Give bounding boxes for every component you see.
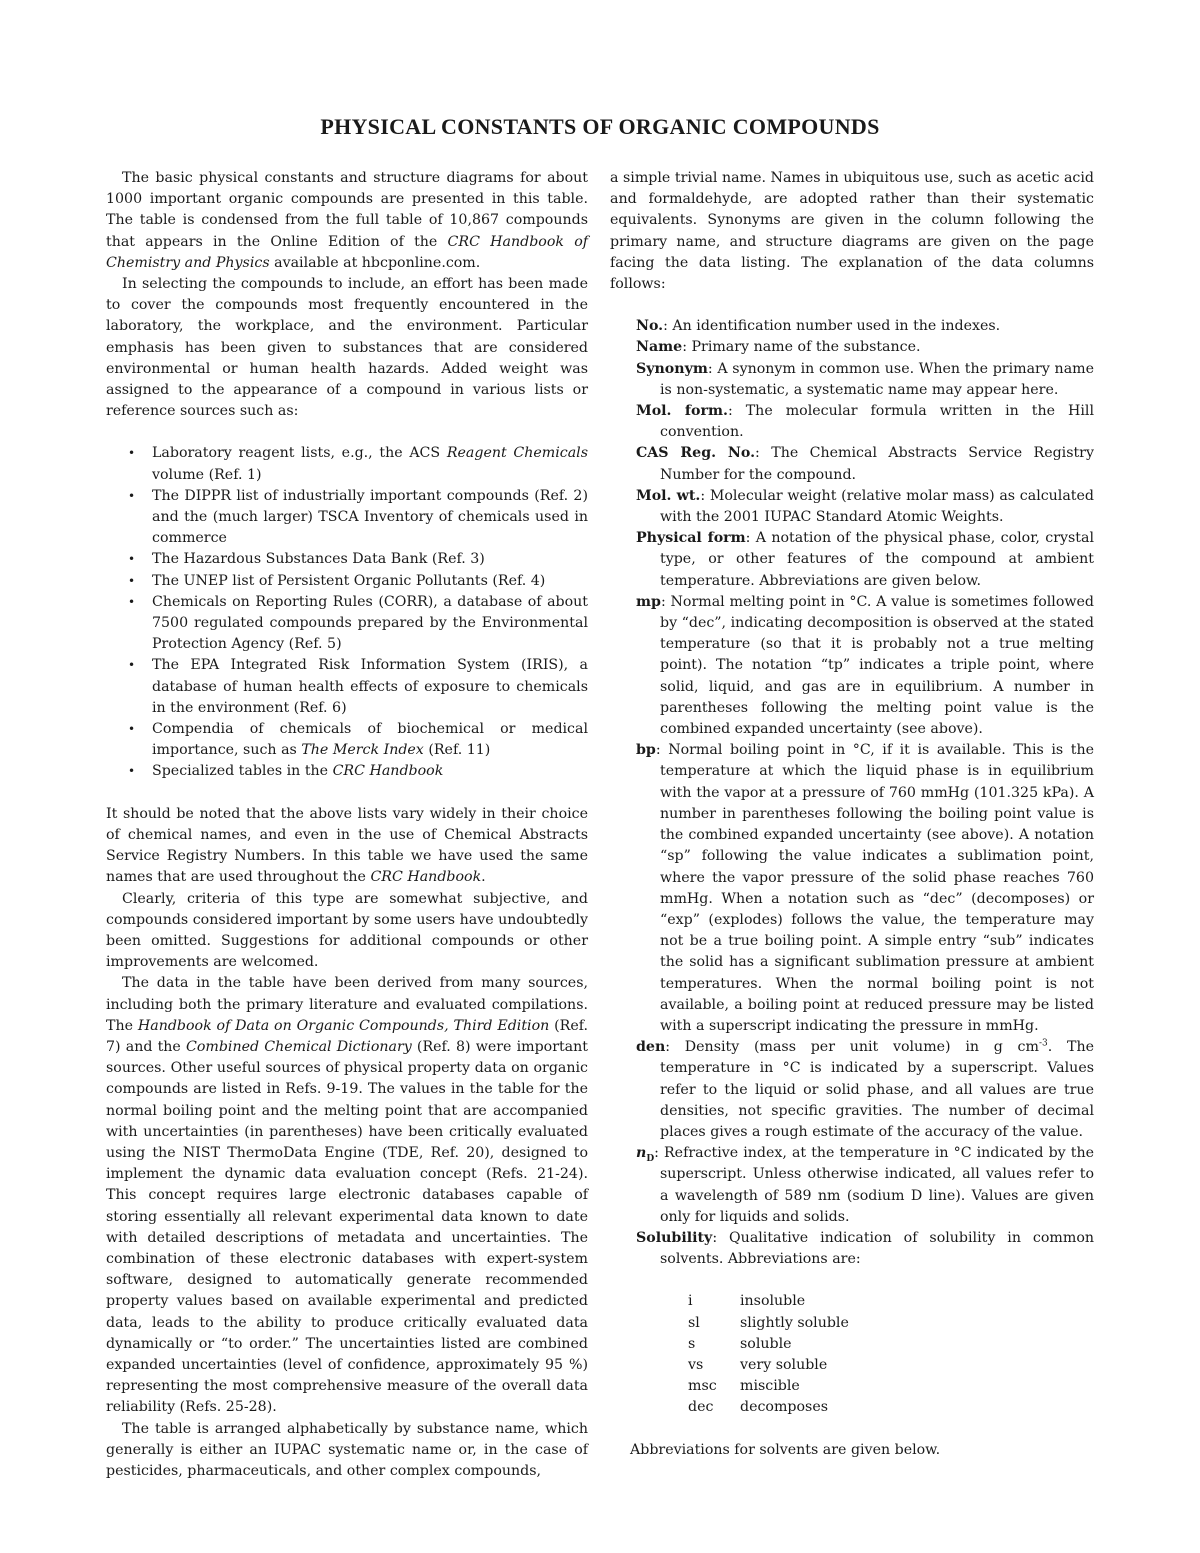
list-item: • Chemicals on Reporting Rules (CORR), a database of about 7500 regulated compounds prepared by the Environmental Protection Agency (Ref. 5): [106, 592, 588, 656]
def-mol-form: Mol. form.: The molecular formula written in the Hill convention.: [636, 403, 1095, 441]
column-definitions: [610, 316, 1094, 1270]
intro-paragraph: The basic physical constants and structure diagrams for about 1000 important organic compounds are presented in this table. The table is condensed from the full table of 10,867 compounds that appears in the Online Edition of the CRC Handbook of Chemistry and Physics available at hbcponline.com.: [106, 170, 588, 271]
list-item: • Laboratory reagent lists, e.g., the ACS Reagent Chemicals volume (Ref. 1): [106, 443, 588, 485]
names-paragraph: It should be noted that the above lists vary widely in their choice of chemical names, and even in the use of Chemical Abstracts Service Registry Numbers. In this table we have used the same names that are used throughout the CRC Handbook.: [106, 805, 588, 886]
list-item: • The DIPPR list of industrially important compounds (Ref. 2) and the (much larger) TSCA Inventory of chemicals used in commerce: [106, 486, 588, 550]
abbreviation-row: msc miscible: [688, 1378, 800, 1395]
def-no: No.: An identification number used in the indexes.: [636, 318, 1001, 335]
list-item: • Specialized tables in the CRC Handbook: [106, 761, 588, 782]
def-mol-wt: Mol. wt.: Molecular weight (relative molar mass) as calculated with the 2001 IUPAC Standard Atomic Weights.: [636, 487, 1094, 526]
def-physical-form: Physical form: A notation of the physical phase, color, crystal type, or other features of the compound at ambient temperature. Abbreviations are given below.: [636, 530, 1094, 589]
solubility-abbreviations: [688, 1291, 1094, 1418]
right-column: [610, 168, 1094, 1461]
list-item: • The Hazardous Substances Data Bank (Ref. 3): [106, 549, 588, 570]
def-cas-reg-no: CAS Reg. No.: The Chemical Abstracts Service Registry Number for the compound.: [636, 445, 1094, 483]
left-column: [106, 168, 588, 1482]
abbreviation-row: vs very soluble: [688, 1356, 828, 1373]
arrangement-paragraph: The table is arranged alphabetically by substance name, which generally is either an IUPAC systematic name or, in the case of pesticides, pharmaceuticals, and other complex compounds,: [106, 1420, 588, 1479]
selection-paragraph: In selecting the compounds to include, an effort has been made to cover the compounds most frequently encountered in the laboratory, the workplace, and the environment. Particular emphasis has been given to substances that are considered environmental or human health hazards. Added weight was assigned to the appearance of a compound in various lists or reference sources such as:: [106, 276, 588, 420]
abbreviation-row: sl slightly soluble: [688, 1314, 849, 1331]
abbreviation-row: i insoluble: [688, 1293, 806, 1310]
def-solubility: Solubility: Qualitative indication of solubility in common solvents. Abbreviations are:: [636, 1229, 1094, 1268]
abbreviation-row: s soluble: [688, 1335, 792, 1352]
arrangement-continued-paragraph: a simple trivial name. Names in ubiquitous use, such as acetic acid and formaldehyde, are adopted rather than their systematic equivalents. Synonyms are given in the column following the primary name, and structure diagrams are given on the page facing the data listing. The explanation of the data columns follows:: [610, 170, 1094, 293]
def-mp: mp: Normal melting point in °C. A value is sometimes followed by “dec”, indicating decomposition is observed at the stated temperature (so that it is probably not a true melting point). The notation “tp” indicates a triple point, where solid, liquid, and gas are in equilibrium. A number in parentheses following the melting point value is the combined expanded uncertainty (see above).: [636, 593, 1094, 738]
page-title: PHYSICAL CONSTANTS OF ORGANIC COMPOUNDS: [320, 114, 880, 139]
solvent-abbreviations-note: Abbreviations for solvents are given below.: [630, 1441, 941, 1458]
list-item: • The UNEP list of Persistent Organic Pollutants (Ref. 4): [106, 571, 588, 592]
def-den: den: Density (mass per unit volume) in g $cm^{-3}$. The temperature in °C is indicated by a superscript. Values refer to the liquid or solid phase, and all values are true densities, not specific gravities. The number of decimal places gives a rough estimate of the accuracy of the value.: [636, 1038, 1094, 1140]
def-name: Name: Primary name of the substance.: [636, 339, 921, 356]
criteria-paragraph: Clearly, criteria of this type are somewhat subjective, and compounds considered important by some users have undoubtedly been omitted. Suggestions for additional compounds or other improvements are welcomed.: [106, 890, 588, 971]
list-item: • The EPA Integrated Risk Information System (IRIS), a database of human health effects of exposure to chemicals in the environment (Ref. 6): [106, 655, 588, 719]
reference-list: [106, 443, 588, 782]
def-refractive-index: $n_D$: Refractive index, at the temperature in °C indicated by the superscript. Unless otherwise indicated, all values refer to a wavelength of 589 nm (sodium D line). Values are given only for liquids and solids.: [636, 1145, 1094, 1225]
abbreviation-row: dec decomposes: [688, 1399, 828, 1416]
list-item: • Compendia of chemicals of biochemical or medical importance, such as The Merck Index (Ref. 11): [106, 719, 588, 761]
def-bp: bp: Normal boiling point in °C, if it is available. This is the temperature at which the liquid phase is in equilibrium with the vapor at a pressure of 760 mmHg (101.325 kPa). A number in parentheses following the boiling point value is the combined expanded uncertainty (see above). A notation “sp” following the value indicates a sublimation point, where the vapor pressure of the solid phase reaches 760 mmHg. When a notation such as “dec” (decomposes) or “exp” (explodes) follows the value, the temperature may not be a true boiling point. A simple entry “sub” indicates the solid has a significant sublimation pressure at ambient temperatures. When the normal boiling point is not available, a boiling point at reduced pressure may be listed with a superscript indicating the pressure in mmHg.: [636, 742, 1094, 1034]
sources-paragraph: The data in the table have been derived from many sources, including both the primary literature and evaluated compilations. The Handbook of Data on Organic Compounds, Third Edition (Ref. 7) and the Combined Chemical Dictionary (Ref. 8) were important sources. Other useful sources of physical property data on organic compounds are listed in Refs. 9-19. The values in the table for the normal boiling point and the melting point that are accompanied with uncertainties (in parentheses) have been critically evaluated using the NIST ThermoData Engine (TDE, Ref. 20), designed to implement the dynamic data evaluation concept (Refs. 21-24). This concept requires large electronic databases capable of storing essentially all relevant experimental data known to date with detailed descriptions of metadata and uncertainties. The combination of these electronic databases with expert-system software, designed to automatically generate recommended property values based on available experimental and predicted data, leads to the ability to produce critically evaluated data dynamically or “to order.” The uncertainties listed are combined expanded uncertainties (level of confidence, approximately 95 %) representing the most comprehensive measure of the overall data reliability (Refs. 25-28).: [106, 975, 588, 1416]
def-synonym: Synonym: A synonym in common use. When the primary name is non-systematic, a systematic name may appear here.: [636, 360, 1094, 398]
